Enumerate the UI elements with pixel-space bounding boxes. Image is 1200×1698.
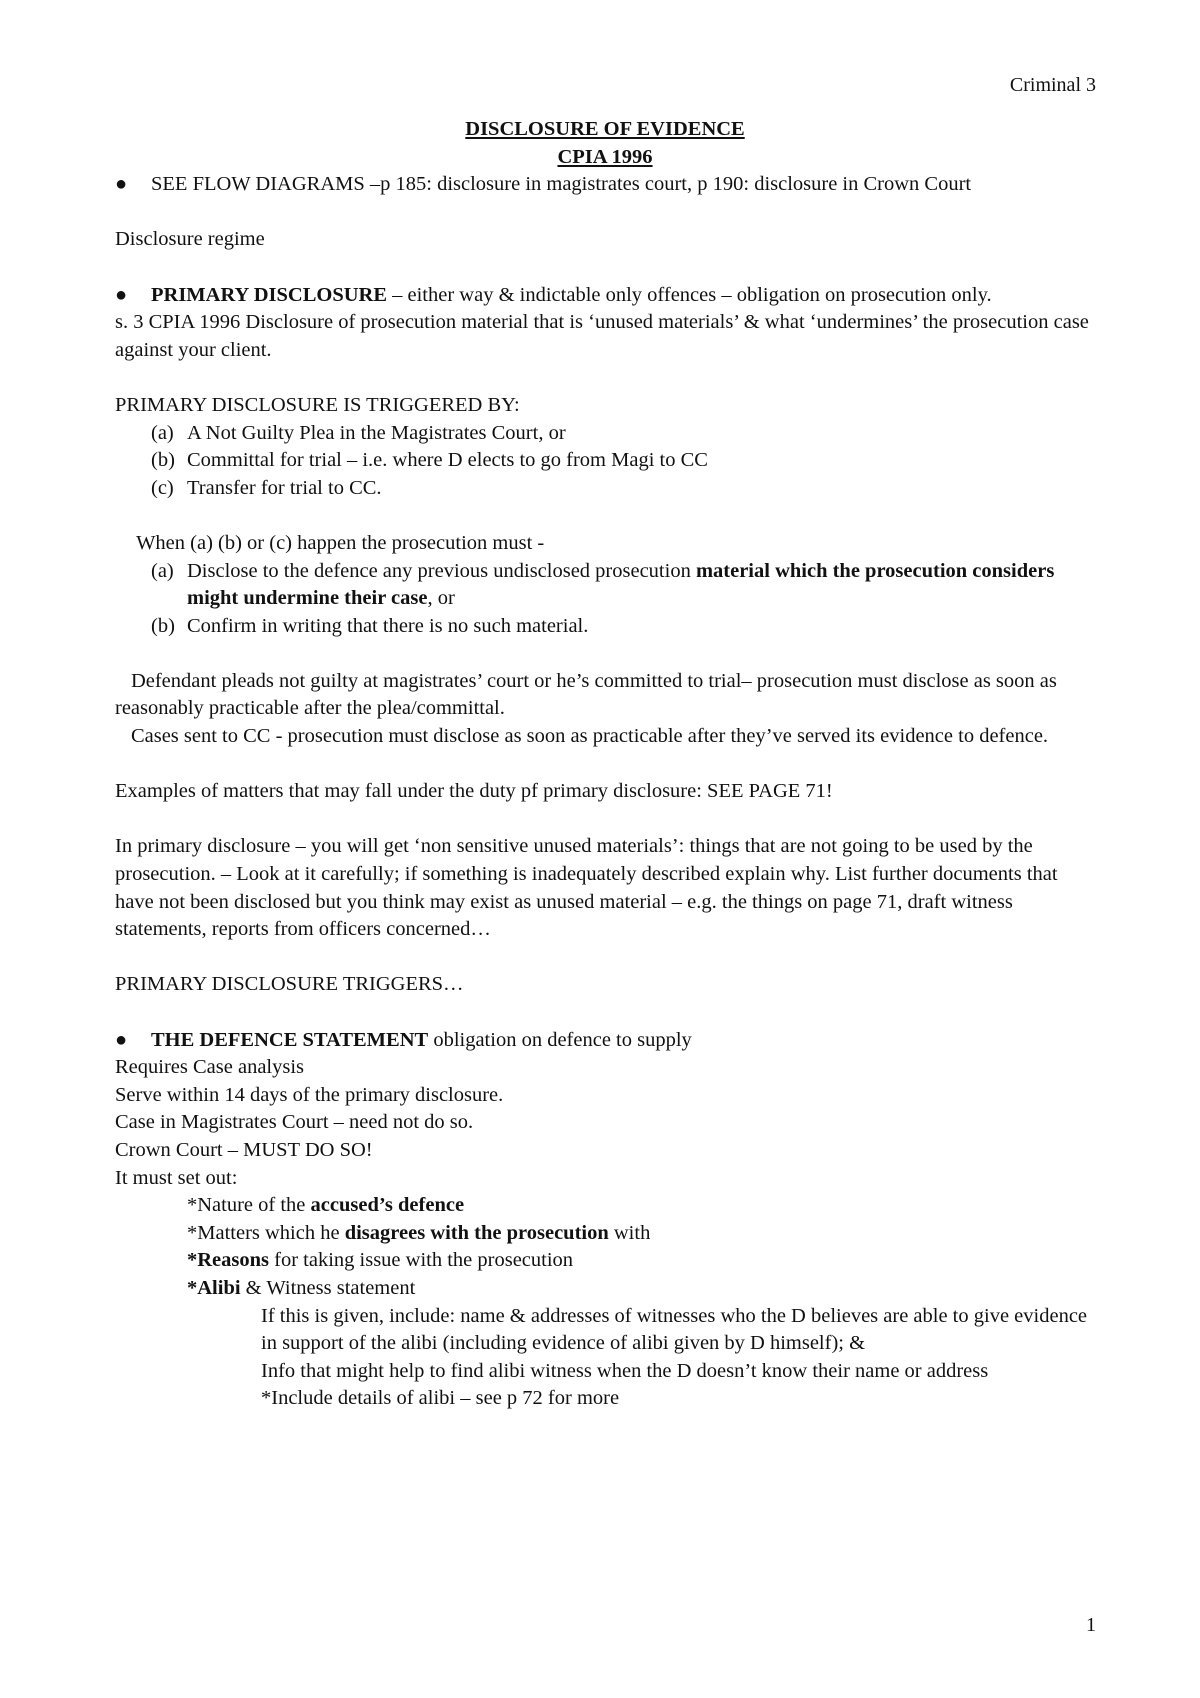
must-item: (b) Confirm in writing that there is no such material. [115,613,1095,641]
document-subtitle: CPIA 1996 [557,145,653,168]
ds-line: Crown Court – MUST DO SO! [115,1138,373,1161]
bullet-text: – either way & indictable only offences – obligation on prosecution only. [387,283,992,306]
must-item: (a) Disclose to the defence any previous undisclosed prosecution material which the prosecution considers might undermine their case, or [151,559,1055,610]
ds-line: Requires Case analysis [115,1056,305,1079]
setout-item: *Alibi & Witness statement [187,1276,416,1299]
trigger-heading: PRIMARY DISCLOSURE IS TRIGGERED BY: [115,393,520,416]
triggers-line: PRIMARY DISCLOSURE TRIGGERS… [115,973,464,996]
regime-line: Disclosure regime [115,228,265,251]
setout-item: *Nature of the accused’s defence [187,1194,465,1217]
trigger-item [115,475,1095,503]
bullet-icon: ● [115,283,128,306]
missing-glyph-icon [115,670,131,692]
alibi-detail: *Include details of alibi – see p 72 for more [261,1387,620,1410]
bullet-text: obligation on defence to supply [428,1028,692,1051]
setout-item: *Matters which he disagrees with the prosecution with [187,1221,651,1244]
alibi-detail: Info that might help to find alibi witness when the D doesn’t know their name or address [261,1359,989,1382]
enum-text: Transfer for trial to CC. [187,476,382,499]
enum-text: Committal for trial – i.e. where D elects to go from Magi to CC [187,449,708,472]
bold-term: PRIMARY DISCLOSURE [151,283,388,306]
in-primary-paragraph: In primary disclosure – you will get ‘non sensitive unused materials’: things that are not going to be used by the prosecution. – Look at it carefully; if something is inadequately described explain why. List further documents that have not been disclosed but you think may exist as unused material – e.g. the things on page 71, draft witness statements, reports from officers concerned… [115,835,1058,941]
enum-label: (a) [151,421,174,444]
bullet-text: SEE FLOW DIAGRAMS –p 185: disclosure in magistrates court, p 190: disclosure in Crown Court [151,173,972,196]
cases-sent-paragraph: Cases sent to CC - prosecution must disclose as soon as practicable after they’ve served its evidence to defence. [115,725,1033,748]
setout-item: *Reasons for taking issue with the prosecution [187,1249,574,1272]
when-line: When (a) (b) or (c) happen the prosecution must - [115,531,524,554]
trigger-item [115,447,1095,475]
ds-line: Case in Magistrates Court – need not do so. [115,1111,474,1134]
bold-term: THE DEFENCE STATEMENT [151,1028,429,1051]
bullet-icon: ● [115,1028,128,1051]
page-number: 1 [1086,1614,1096,1636]
enum-label: (c) [151,476,174,499]
enum-text: A Not Guilty Plea in the Magistrates Court, or [187,421,566,444]
document-title: DISCLOSURE OF EVIDENCE [465,118,745,140]
alibi-detail: If this is given, include: name & addresses of witnesses who the D believes are able to give evidence in support of the alibi (including evidence of alibi given by D himself); & [261,1304,1088,1355]
trigger-item [115,420,1095,448]
enum-label: (b) [151,614,175,637]
examples-paragraph: Examples of matters that may fall under the duty pf primary disclosure: SEE PAGE 71! [115,780,833,803]
bullet-defence-statement [115,1027,1095,1055]
missing-glyph-icon [115,725,131,747]
ds-line: It must set out: [115,1166,238,1189]
missing-glyph-icon [115,532,131,554]
enum-label: (a) [151,559,174,582]
not-guilty-paragraph: Defendant pleads not guilty at magistrates’ court or he’s committed to trial– prosecution must disclose as soon as reasonably practicable after the plea/committal. [115,669,1041,720]
document-body [115,116,1095,1413]
enum-label: (b) [151,449,175,472]
page-header: Criminal 3 [1009,74,1096,96]
bullet-flow-diagrams [115,171,1095,199]
bullet-primary-disclosure [115,282,1095,310]
bullet-icon: ● [115,173,128,196]
ds-line: Serve within 14 days of the primary disclosure. [115,1083,504,1106]
s3-paragraph: s. 3 CPIA 1996 Disclosure of prosecution material that is ‘unused materials’ & what ‘undermines’ the prosecution case against your client. [115,311,1089,361]
